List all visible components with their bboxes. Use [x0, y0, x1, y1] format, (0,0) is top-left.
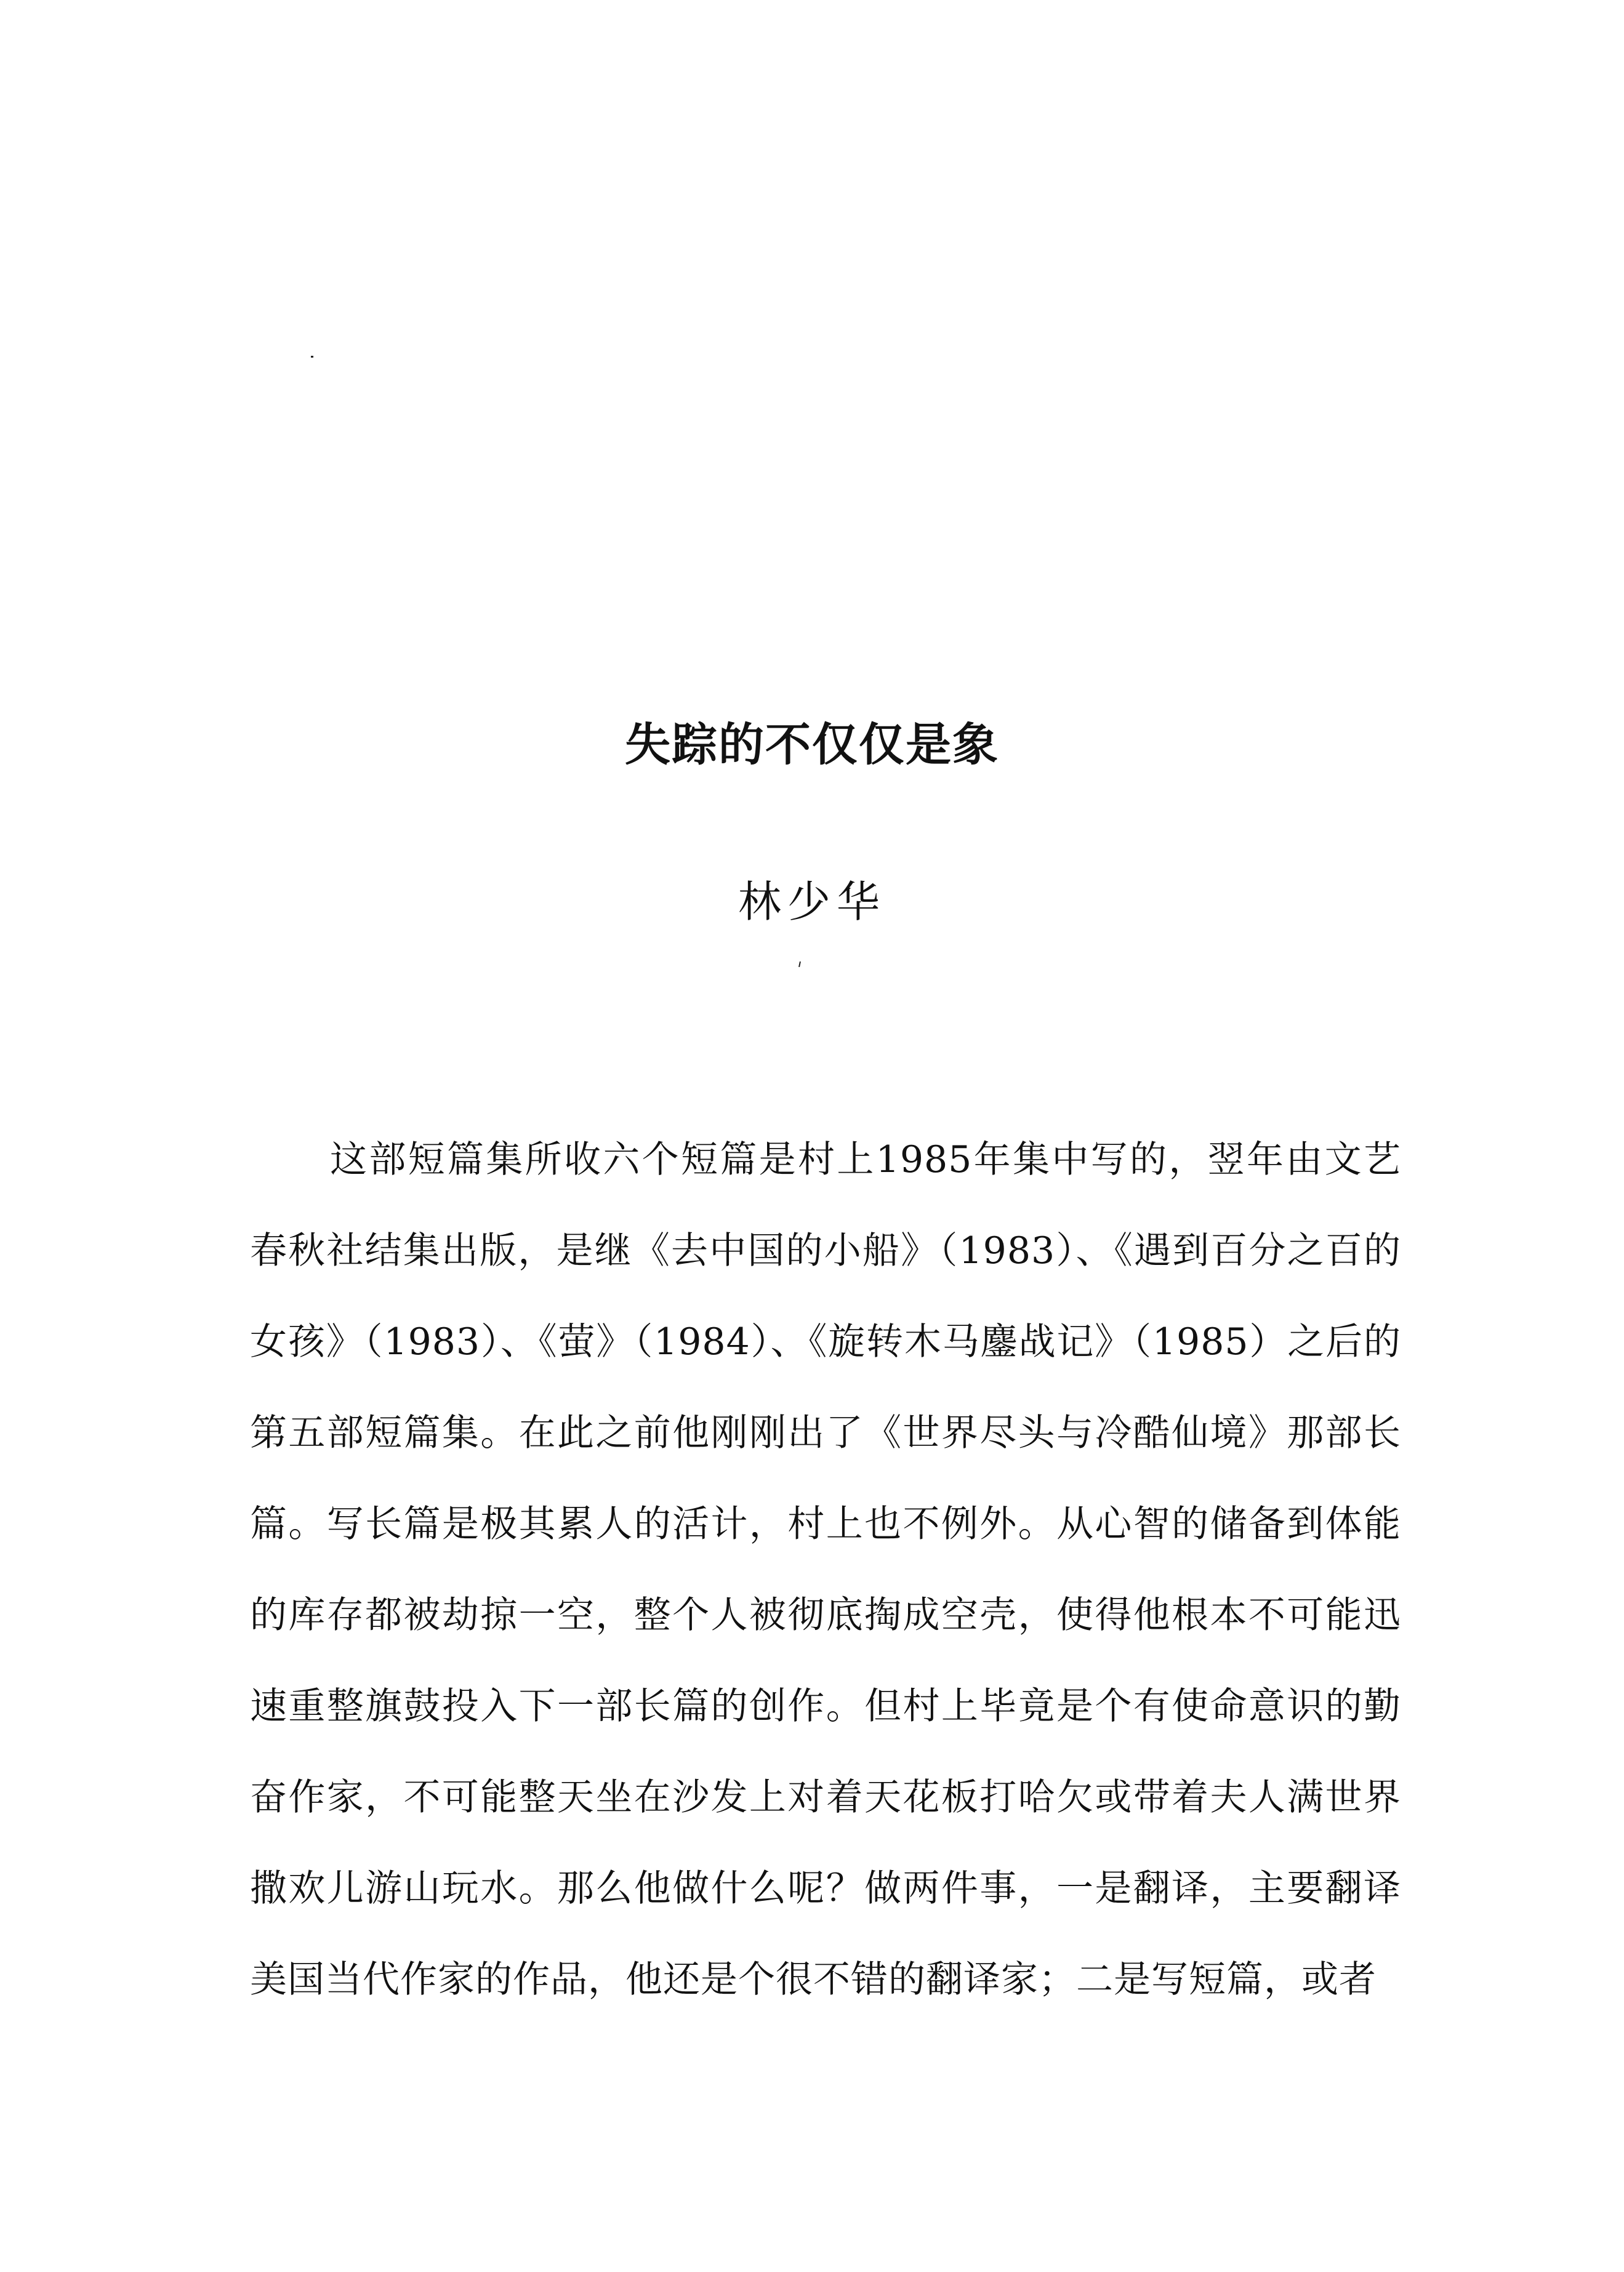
- body-paragraph: 这部短篇集所收六个短篇是村上1985年集中写的，翌年由文艺春秋社结集出版，是继《去中国的小船》（1983）、《遇到百分之百的女孩》（1983）、《萤》（1984）、《旋转木马鏖战记》（1985）之后的第五部短篇集。在此之前他刚刚出了《世界尽头与冷酷仙境》那部长篇。写长篇是极其累人的活计，村上也不例外。从心智的储备到体能的库存都被劫掠一空，整个人被彻底掏成空壳，使得他根本不可能迅速重整旗鼓投入下一部长篇的创作。但村上毕竟是个有使命意识的勤奋作家，不可能整天坐在沙发上对着天花板打哈欠或带着夫人满世界撒欢儿游山玩水。那么他做什么呢？做两件事，一是翻译，主要翻译美国当代作家的作品，他还是个很不错的翻译家；二是写短篇，或者: [250, 1138, 1401, 2001]
- scan-speck: [798, 961, 801, 967]
- scan-speck: [311, 356, 313, 358]
- article-author: 林少华: [738, 877, 886, 927]
- article-title: 失踪的不仅仅是象: [625, 718, 999, 771]
